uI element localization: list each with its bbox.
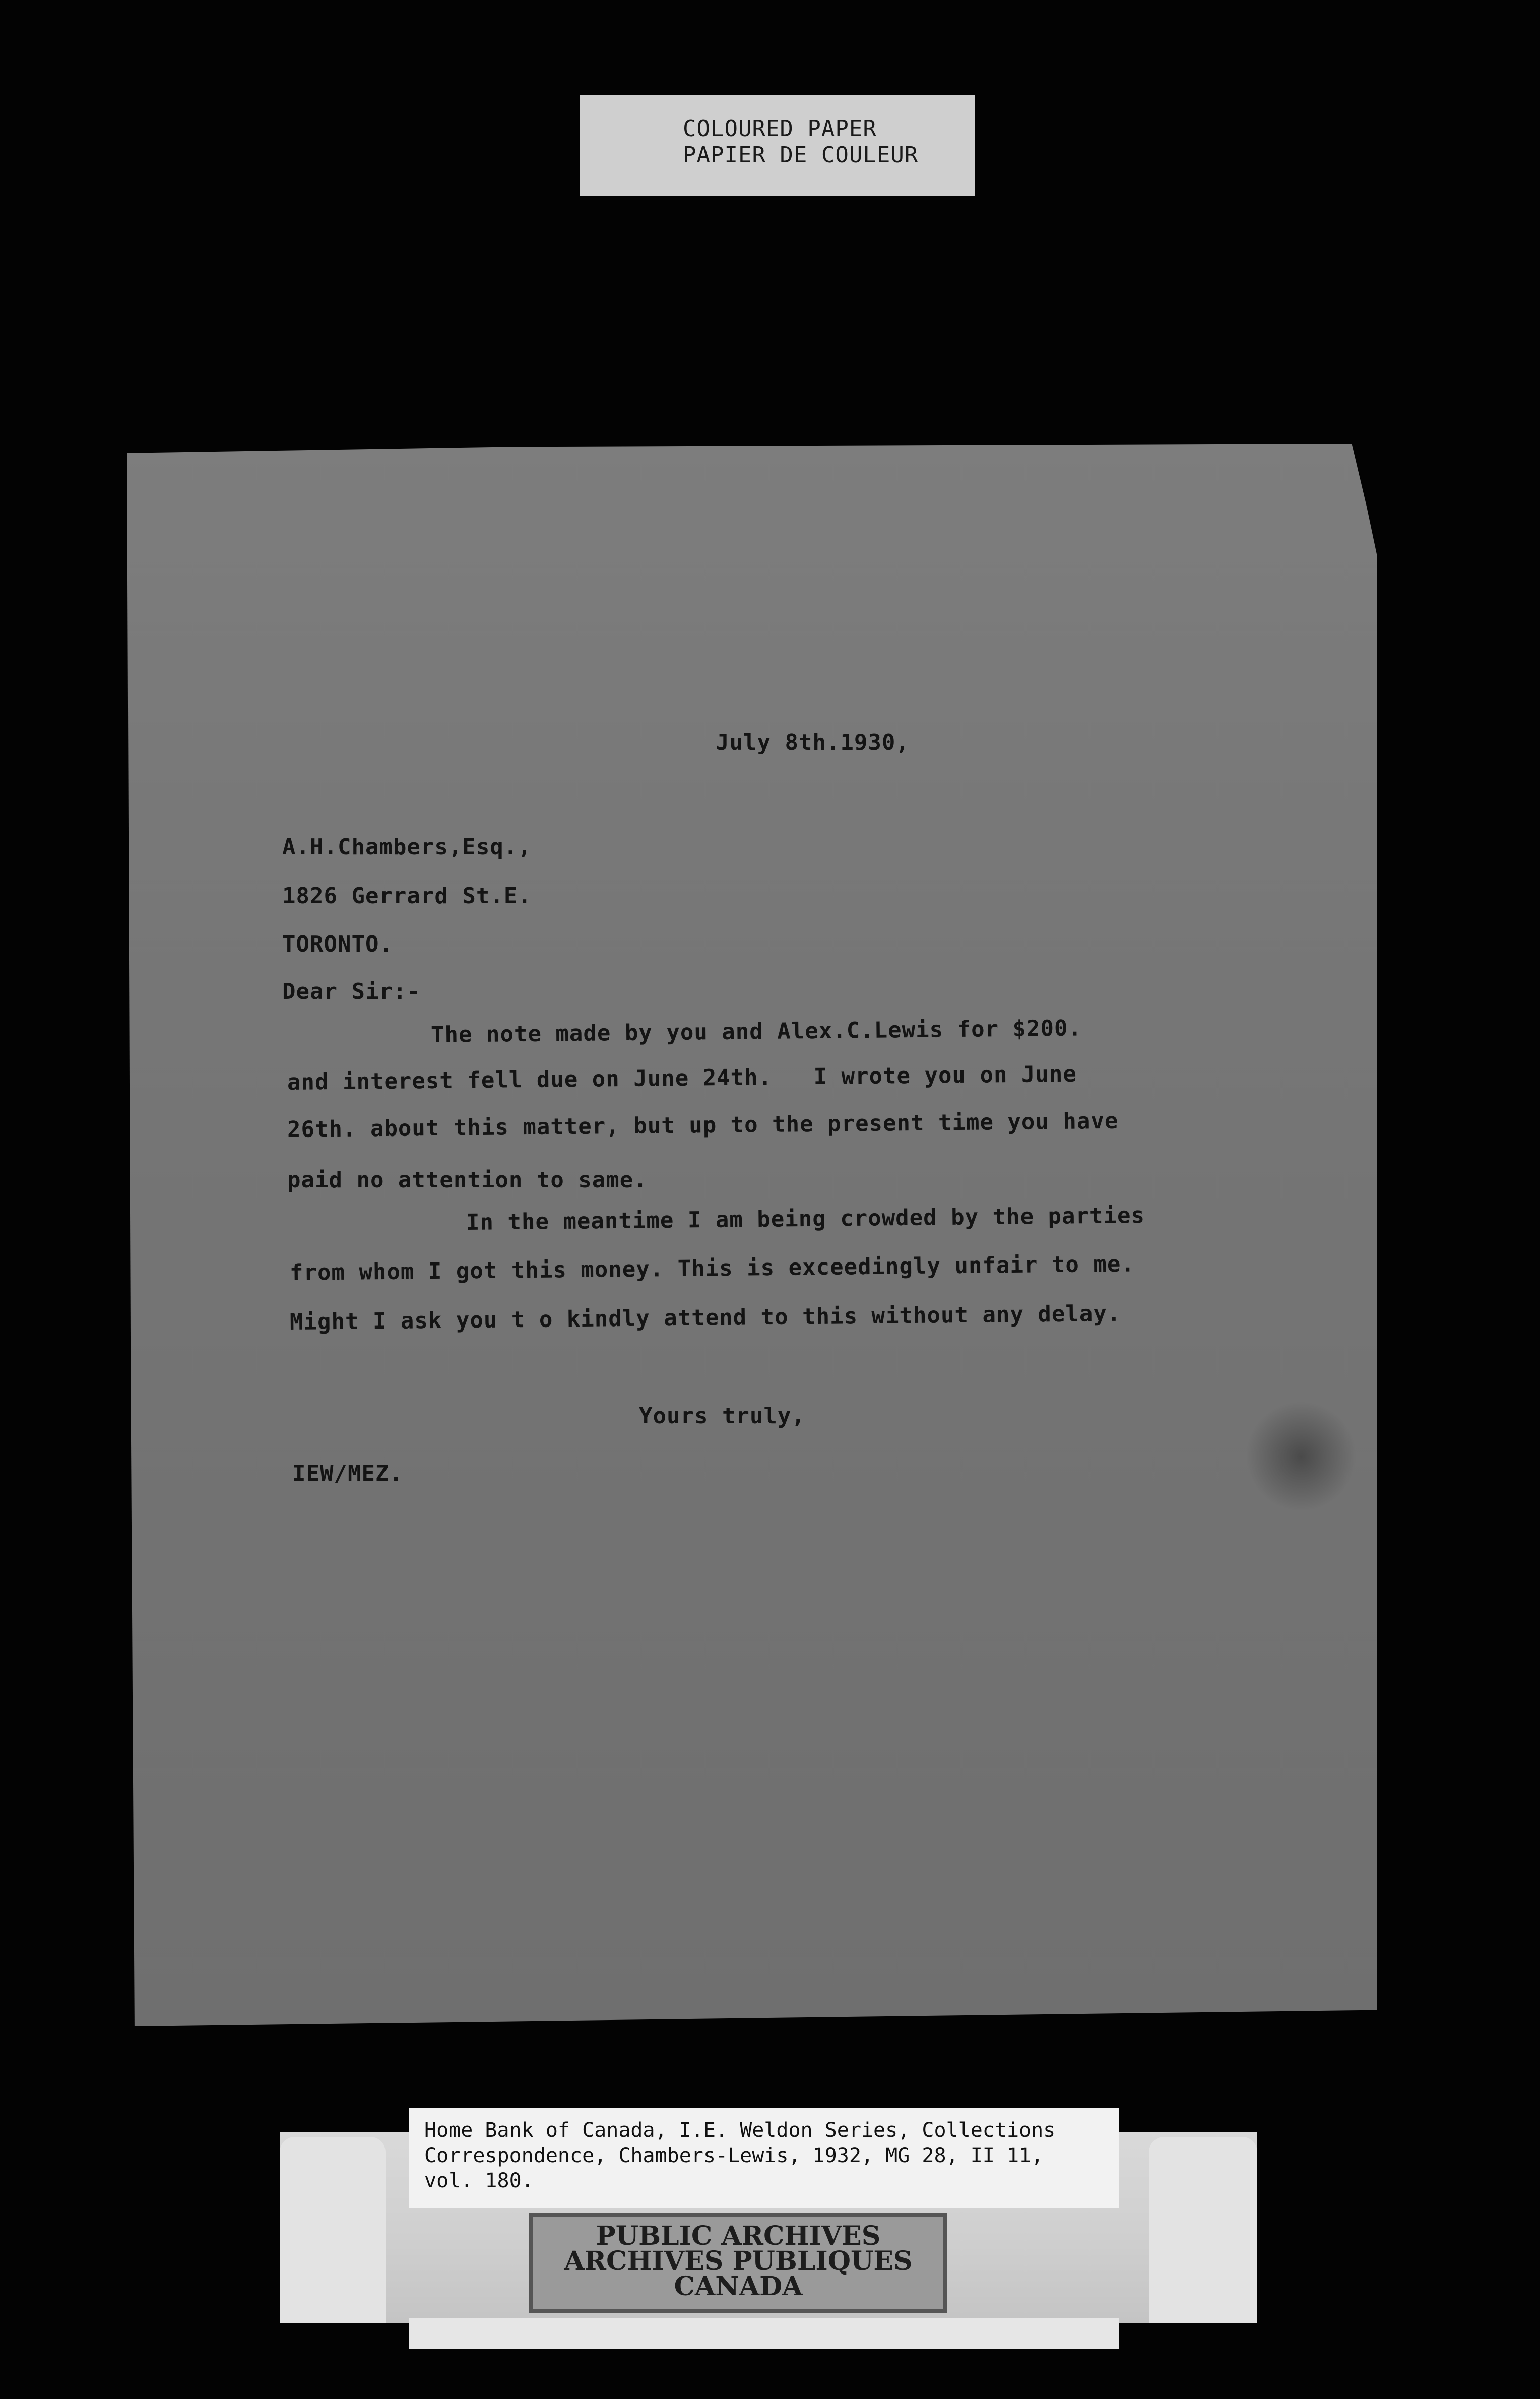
paragraph1-line2: and interest fell due on June 24th. I wrote you on June	[287, 1061, 1077, 1095]
label-line-french: PAPIER DE COULEUR	[683, 142, 919, 168]
citation-line3: vol. 180.	[424, 2169, 534, 2192]
letter-paper	[127, 444, 1377, 2026]
citation-line1: Home Bank of Canada, I.E. Weldon Series, Collections	[424, 2119, 1056, 2142]
letter-date: July 8th.1930,	[716, 730, 910, 755]
paragraph2-line2: from whom I got this money. This is exceedingly unfair to me.	[289, 1251, 1135, 1286]
coloured-paper-label	[580, 95, 975, 196]
letter-closing: Yours truly,	[639, 1403, 805, 1429]
archive-citation	[409, 2108, 1119, 2208]
public-archives-stamp	[529, 2213, 947, 2313]
archives-line2: ARCHIVES PUBLIQUES	[564, 2246, 913, 2277]
typist-initials: IEW/MEZ.	[292, 1461, 403, 1486]
paragraph2-line1: In the meantime I am being crowded by the parties	[466, 1202, 1145, 1235]
archive-bottom-strip	[409, 2318, 1119, 2349]
letter-street: 1826 Gerrard St.E.	[282, 883, 532, 909]
letter-addressee: A.H.Chambers,Esq.,	[282, 834, 532, 860]
paragraph1-line1: The note made by you and Alex.C.Lewis for $200.	[430, 1015, 1082, 1048]
archive-tab-right	[1149, 2137, 1257, 2323]
letter-city: TORONTO.	[282, 931, 393, 957]
archives-line3: CANADA	[674, 2271, 803, 2302]
paragraph1-line4: paid no attention to same.	[287, 1167, 648, 1193]
letter-salutation: Dear Sir:-	[282, 979, 421, 1004]
label-line-english: COLOURED PAPER	[683, 116, 877, 142]
paragraph1-line3: 26th. about this matter, but up to the present time you have	[287, 1108, 1119, 1143]
paragraph2-line3: Might I ask you t o kindly attend to this without any delay.	[289, 1300, 1121, 1335]
archive-tab-left	[280, 2137, 386, 2323]
archives-line1: PUBLIC ARCHIVES	[596, 2221, 881, 2251]
citation-line2: Correspondence, Chambers-Lewis, 1932, MG 28, II 11,	[424, 2144, 1044, 2167]
